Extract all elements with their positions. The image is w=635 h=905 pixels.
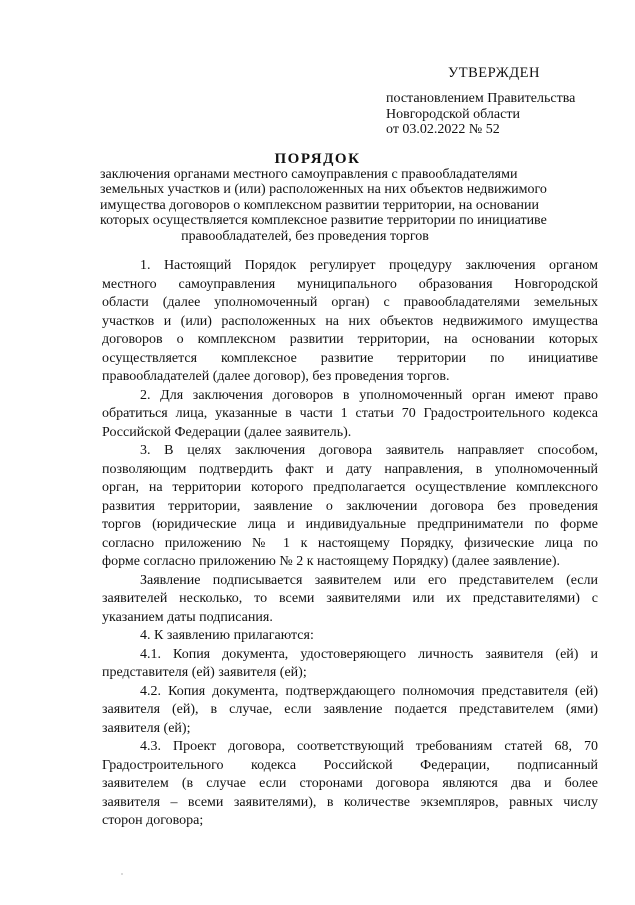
paragraph-line: 4. К заявлению прилагаются: [140, 628, 314, 643]
subtitle-line: правообладателей, без проведения торгов [181, 228, 429, 244]
paragraph-line: орган, на территории которого предполагается осуществление комплексного [102, 480, 598, 495]
subtitle-line: имущества договоров о комплексном развитии территории, на основании [100, 197, 540, 213]
paragraph-line: Российской Федерации (далее заявитель). [102, 424, 352, 440]
paragraph-line: 4.2. Копия документа, подтверждающего полномочия представителя (ей) [140, 683, 598, 699]
paragraph-line: 2. Для заключения договоров в уполномоченный орган имеют право [140, 387, 598, 403]
approval-line: постановлением Правительства [386, 91, 576, 106]
paragraph-line: развития территории, заявление о заключении договора без проведения [102, 498, 598, 514]
paragraph-line: договоров о комплексном развитии территории, на основании которых [102, 332, 598, 347]
paragraph-line: Градостроительного кодекса Российской Федерации, подписанный [102, 757, 598, 773]
paragraph-line: 4.1. Копия документа, удостоверяющего личность заявителя (ей) и [140, 646, 598, 662]
paragraph-line: правообладателей (далее договор), без проведения торгов. [102, 369, 450, 384]
paragraph-line: 4.3. Проект договора, соответствующий требованиям статей 68, 70 [140, 739, 598, 754]
document-body [102, 257, 598, 831]
paragraph-line: осуществляется комплексное развитие территории по инициативе [102, 350, 598, 366]
paragraph-line: области (далее уполномоченный орган) с правообладателями земельных [102, 295, 598, 310]
paragraph-line: заявителя – всеми заявителями), в количестве экземпляров, равных числу [102, 794, 598, 810]
paragraph-line: Заявление подписывается заявителем или его представителем (если [140, 572, 598, 588]
paragraph-line: заявителя (ей), в случае, если заявление подается представителем (ями) [102, 702, 598, 717]
approval-stamp [386, 64, 626, 138]
approval-line: Новгородской области [386, 106, 520, 122]
paragraph-line: сторон договора; [102, 813, 204, 828]
subtitle-line: которых осуществляется комплексное развитие территории по инициативе [100, 213, 547, 229]
paragraph-line: торгов (юридические лица и индивидуальные предприниматели по форме [102, 517, 598, 532]
paragraph-line: позволяющим подтвердить факт и дату направления, в уполномоченный [102, 461, 598, 477]
paragraph-line: участков и (или) расположенных на них объектов недвижимого имущества [102, 313, 598, 329]
scan-speck [121, 873, 123, 875]
paragraph-line: 3. В целях заключения договора заявитель направляет способом, [140, 443, 598, 458]
document-subtitle [100, 167, 547, 244]
approval-line: от 03.02.2022 № 52 [386, 122, 500, 137]
subtitle-line: земельных участков и (или) расположенных на них объектов недвижимого [100, 182, 547, 198]
paragraph-line: форме согласно приложению № 2 к настоящему Порядку) (далее заявление). [102, 554, 561, 569]
document-title: ПОРЯДОК [274, 151, 361, 167]
paragraph-line: заявителей несколько, то всеми заявителями или их представителями) с [102, 591, 598, 606]
paragraph-line: представителя (ей) заявителя (ей); [102, 665, 307, 680]
paragraph-line: указанием даты подписания. [102, 609, 273, 625]
paragraph-line: 1. Настоящий Порядок регулирует процедуру заключения органом [140, 258, 598, 273]
paragraph-line: местного самоуправления муниципального образования Новгородской [102, 276, 598, 292]
subtitle-line: заключения органами местного самоуправления с правообладателями [100, 167, 518, 182]
paragraph-line: заявителя (ей); [102, 720, 191, 736]
paragraph-line: обратиться лица, указанные в части 1 статьи 70 Градостроительного кодекса [102, 406, 598, 421]
approval-heading: УТВЕРЖДЕН [448, 65, 540, 81]
paragraph-line: согласно приложению № 1 к настоящему Порядку, физические лица по [102, 535, 598, 551]
paragraph-line: заявителем (в случае если сторонами договора являются два и более [102, 776, 598, 791]
